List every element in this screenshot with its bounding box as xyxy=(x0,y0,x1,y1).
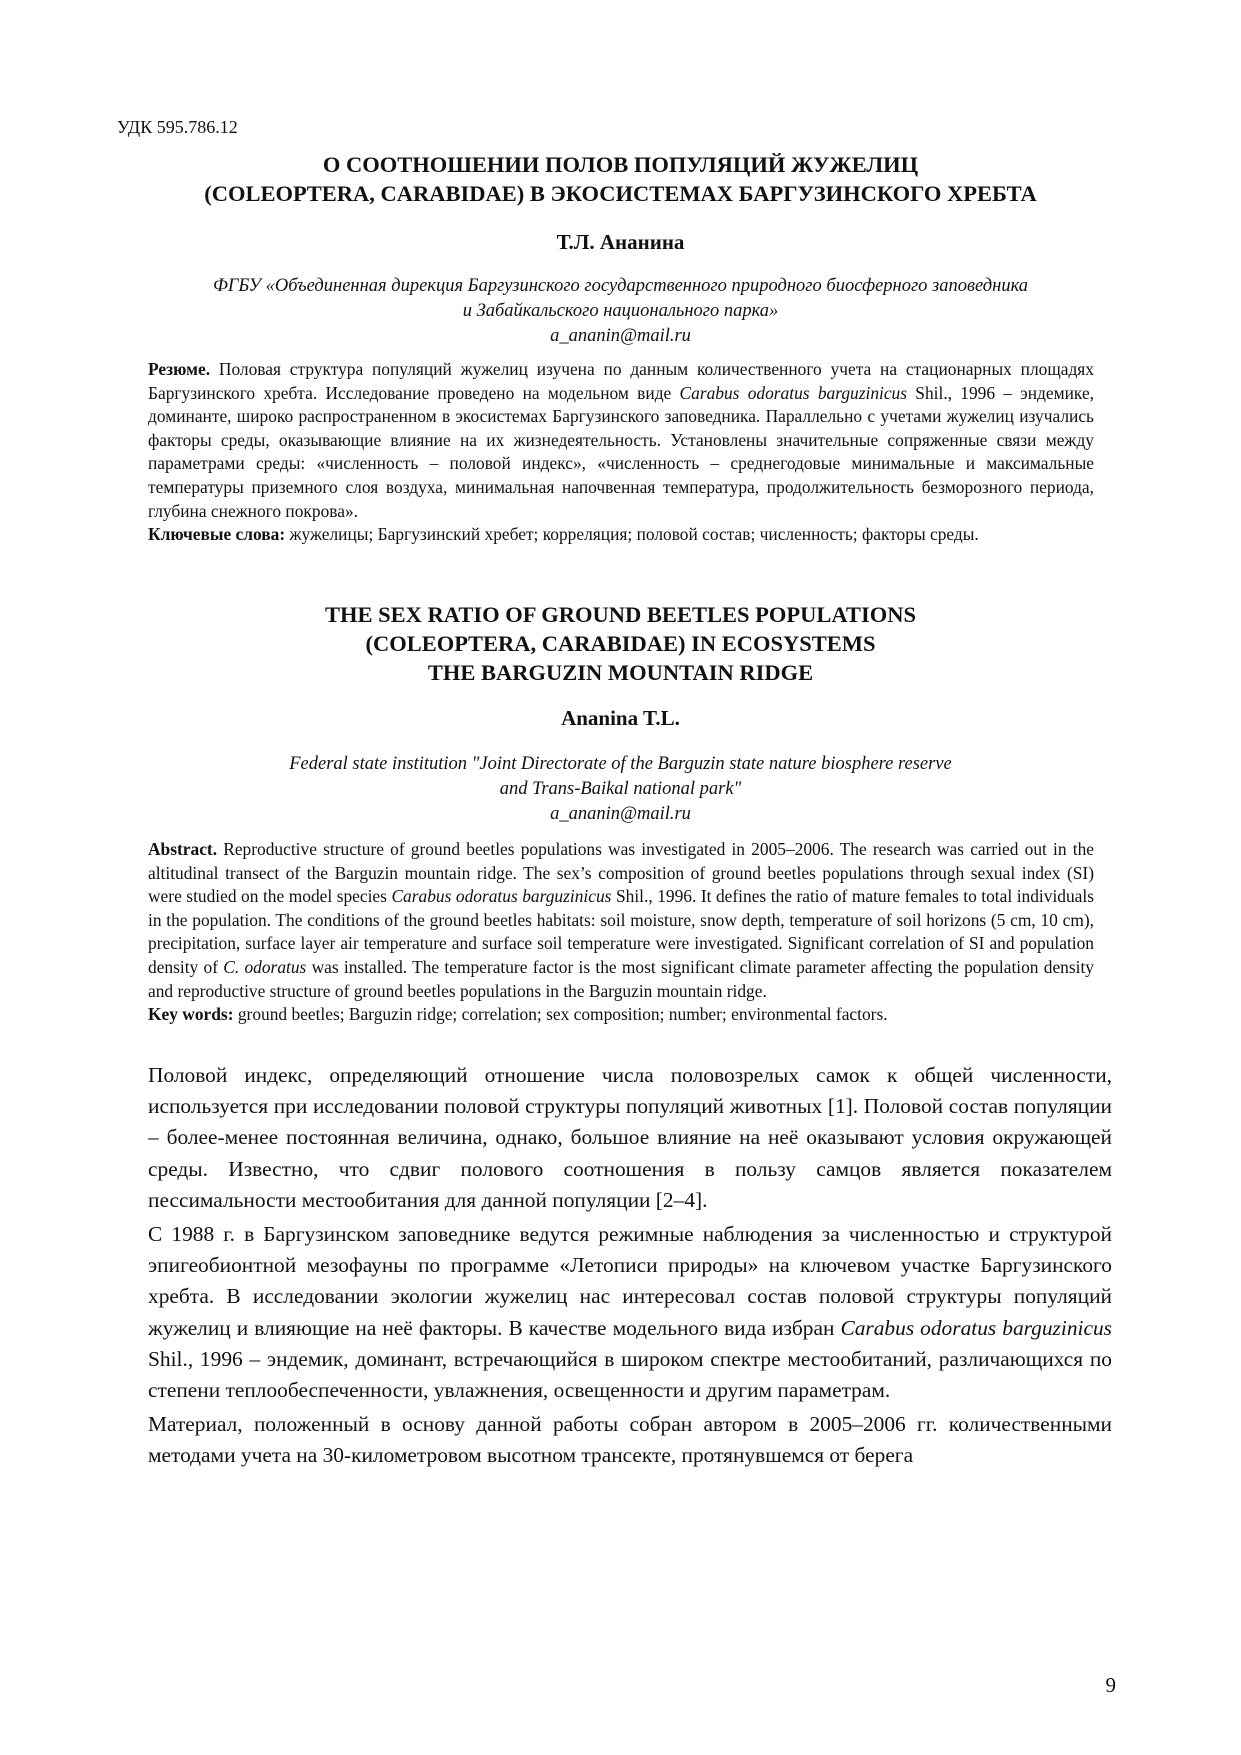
body-paragraph-2 xyxy=(148,1219,1112,1406)
ru-abstract-species: Carabus odoratus barguzinicus xyxy=(679,382,908,403)
en-keywords-text: ground beetles; Barguzin ridge; correlation; sex composition; number; environmental factors. xyxy=(233,1004,888,1025)
ru-keywords xyxy=(148,523,1094,547)
en-author: Ananina T.L. xyxy=(561,706,680,730)
body-text xyxy=(148,1060,1112,1475)
ru-abstract-part-1: Половая структура популяций жужелиц изучена по данным количественного учета на стационарных площадях Баргузинского хребта. Исследование проведено на модельном виде xyxy=(148,359,1094,403)
ru-email: a_ananin@mail.ru xyxy=(550,326,691,346)
en-abstract-part-2: Shil., 1996. It defines the ratio of mature females to total individuals in the population. The conditions of the ground beetles habitats: soil moisture, snow depth, temperature of soil horizons (5 cm, 10 cm), precipitation, surface layer air temperature and surface soil temperature were investigated. Significant correlation of SI and population density of xyxy=(148,886,1094,977)
ru-affiliation xyxy=(0,274,1241,349)
en-affiliation xyxy=(0,752,1241,827)
en-abstract-species-1: Carabus odoratus barguzinicus xyxy=(391,886,612,907)
en-affiliation-line-1: Federal state institution "Joint Directorate of the Barguzin state nature biosphere reserve xyxy=(289,754,952,774)
udk-code: УДК 595.786.12 xyxy=(117,117,238,137)
body-paragraph-3: Материал, положенный в основу данной работы собран автором в 2005–2006 гг. количественными методами учета на 30-километровом высотном трансекте, протянувшемся от берега xyxy=(148,1412,1112,1468)
en-abstract-species-2: C. odoratus xyxy=(223,956,307,977)
ru-title xyxy=(0,150,1241,208)
en-abstract-label: Abstract. xyxy=(148,839,218,859)
en-keywords-label: Key words: xyxy=(148,1004,234,1025)
ru-abstract xyxy=(148,358,1094,547)
ru-author: Т.Л. Ананина xyxy=(556,230,685,254)
en-abstract-text xyxy=(148,838,1094,1003)
body-paragraph-2-part-2: Shil., 1996 – эндемик, доминант, встречающийся в широком спектре местообитаний, различающихся по степени теплообеспеченности, увлажнения, освещенности и другим параметрам. xyxy=(148,1346,1112,1403)
en-affiliation-line-2: and Trans-Baikal national park" xyxy=(499,779,742,799)
en-email: a_ananin@mail.ru xyxy=(550,804,691,824)
ru-title-line-1: О СООТНОШЕНИИ ПОЛОВ ПОПУЛЯЦИЙ ЖУЖЕЛИЦ xyxy=(322,152,919,177)
ru-abstract-part-2: Shil., 1996 – эндемике, доминанте, широко распространенном в экосистемах Баргузинского заповедника. Параллельно с учетами жужелиц изучались факторы среды, оказывающие влияние на их жизнедеятельность. Установлены значительные сопряженные связи между параметрами среды: «численность – половой индекс», «численность – среднегодовые минимальные и максимальные температуры приземного слоя воздуха, минимальная напочвенная температура, продолжительность безморозного периода, глубина снежного покрова». xyxy=(148,382,1095,521)
body-paragraph-1: Половой индекс, определяющий отношение числа половозрелых самок к общей численности, используется при исследовании половой структуры популяций животных [1]. Половой состав популяции – более-менее постоянная величина, однако, большое влияние на неё оказывают условия окружающей среды. Известно, что сдвиг полового соотношения в пользу самцов является показателем пессимальности местообитания для данной популяции [2–4]. xyxy=(148,1063,1112,1212)
en-title-line-1: THE SEX RATIO OF GROUND BEETLES POPULATIONS xyxy=(325,602,916,627)
en-abstract-part-3: was installed. The temperature factor is the most significant climate parameter affecting the population density and reproductive structure of ground beetles populations in the Barguzin mountain ridge. xyxy=(148,956,1095,1001)
ru-keywords-text: жужелицы; Баргузинский хребет; корреляция; половой состав; численность; факторы среды. xyxy=(285,524,979,545)
en-keywords xyxy=(148,1003,1094,1027)
en-title xyxy=(0,600,1241,687)
ru-keywords-label: Ключевые слова: xyxy=(148,524,286,545)
en-abstract-part-1: Reproductive structure of ground beetles populations was investigated in 2005–2006. The research was carried out in the altitudinal transect of the Barguzin mountain ridge. The sex’s composition of ground beetles populations through sexual index (SI) were studied on the model species xyxy=(148,839,1094,907)
ru-abstract-label: Резюме. xyxy=(148,359,211,379)
ru-title-line-2: (COLEOPTERA, CARABIDAE) В ЭКОСИСТЕМАХ БАРГУЗИНСКОГО ХРЕБТА xyxy=(204,181,1037,206)
en-title-line-2: (COLEOPTERA, CARABIDAE) IN ECOSYSTEMS xyxy=(365,631,876,656)
ru-affiliation-line-2: и Забайкальского национального парка» xyxy=(462,301,779,321)
body-paragraph-2-part-1: С 1988 г. в Баргузинском заповеднике ведутся режимные наблюдения за численностью и структурой эпигеобионтной мезофауны по программе «Летописи природы» на ключевом участке Баргузинского хребта. В исследовании экологии жужелиц нас интересовал состав половой структуры популяций жужелиц и влияющие на неё факторы. В качестве модельного вида избран xyxy=(148,1222,1112,1340)
body-paragraph-2-species: Carabus odoratus barguzinicus xyxy=(840,1315,1112,1340)
ru-abstract-text xyxy=(148,358,1094,523)
page-number: 9 xyxy=(1105,1673,1116,1697)
en-abstract xyxy=(148,838,1094,1027)
en-title-line-3: THE BARGUZIN MOUNTAIN RIDGE xyxy=(427,660,814,685)
ru-affiliation-line-1: ФГБУ «Объединенная дирекция Баргузинского государственного природного биосферного заповедника xyxy=(212,276,1029,296)
